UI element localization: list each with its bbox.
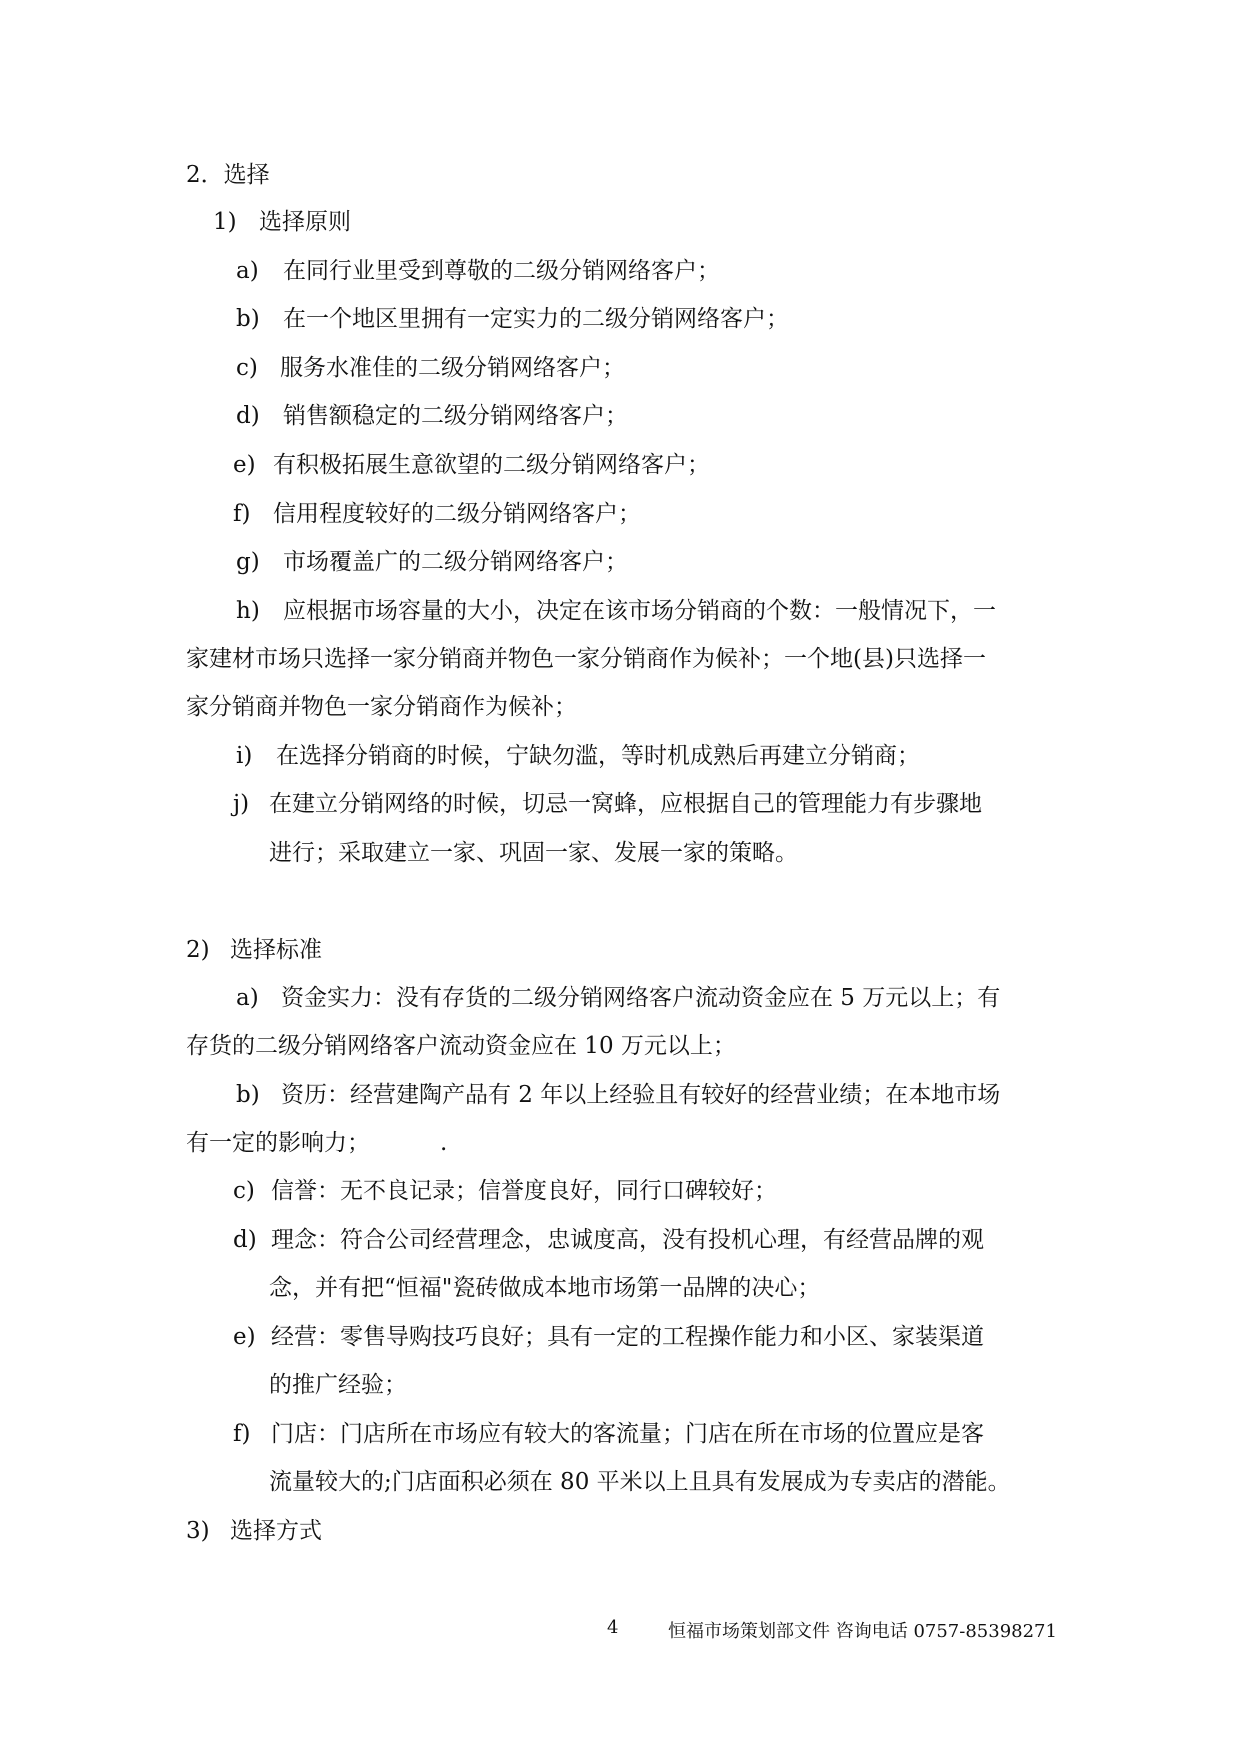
item-continuation: 进行；采取建立一家、巩固一家、发展一家的策略。	[269, 840, 798, 866]
item-marker: e)	[233, 1324, 256, 1350]
item-text: 资金实力：没有存货的二级分销网络客户流动资金应在 5 万元以上；有	[281, 985, 1001, 1011]
list-item	[233, 1421, 984, 1449]
list-item	[236, 743, 920, 771]
item-continuation: 家分销商并物色一家分销商作为候补；	[186, 694, 577, 720]
subsection-title: 选择标准	[230, 937, 322, 963]
item-continuation: 流量较大的;门店面积必须在 80 平米以上且具有发展成为专卖店的潜能。	[269, 1469, 1011, 1495]
item-text: 应根据市场容量的大小，决定在该市场分销商的个数：一般情况下，一	[283, 598, 996, 624]
section-heading	[186, 162, 270, 190]
item-marker: a)	[236, 258, 259, 284]
list-item	[233, 1178, 777, 1206]
item-marker: b)	[236, 306, 260, 332]
item-marker: c)	[236, 355, 258, 381]
item-marker: g)	[236, 549, 260, 575]
item-text: 信誉：无不良记录；信誉度良好，同行口碑较好；	[271, 1178, 777, 1204]
list-item	[233, 501, 641, 529]
section-number: 2．	[186, 162, 224, 188]
stray-dot: .	[440, 1130, 448, 1156]
item-text: 资历：经营建陶产品有 2 年以上经验且有较好的经营业绩；在本地市场	[281, 1082, 1001, 1108]
list-item	[236, 549, 628, 577]
list-item	[233, 452, 710, 480]
item-marker: a)	[236, 985, 259, 1011]
list-item	[236, 1082, 1000, 1110]
list-item	[233, 1324, 984, 1352]
item-text: 门店：门店所在市场应有较大的客流量；门店在所在市场的位置应是客	[271, 1421, 984, 1447]
item-text: 在建立分销网络的时候，切忌一窝蜂，应根据自己的管理能力有步骤地	[269, 791, 982, 817]
list-item	[236, 258, 720, 286]
item-marker: j)	[233, 791, 250, 817]
list-item	[236, 598, 996, 626]
item-text: 信用程度较好的二级分销网络客户；	[273, 501, 641, 527]
list-item	[236, 306, 789, 334]
subsection-marker: 2)	[186, 937, 210, 963]
item-marker: h)	[236, 598, 260, 624]
item-text: 市场覆盖广的二级分销网络客户；	[283, 549, 628, 575]
item-marker: f)	[233, 1421, 251, 1447]
item-continuation: 的推广经验；	[269, 1372, 407, 1398]
list-item	[236, 355, 625, 383]
list-item	[236, 985, 1000, 1013]
item-text: 经营：零售导购技巧良好；具有一定的工程操作能力和小区、家装渠道	[271, 1324, 984, 1350]
subsection-title: 选择方式	[230, 1518, 322, 1544]
item-text: 有积极拓展生意欲望的二级分销网络客户；	[273, 452, 710, 478]
footer-text: 恒福市场策划部文件 咨询电话 0757-85398271	[668, 1621, 1057, 1642]
item-marker: i)	[236, 743, 253, 769]
subsection-marker: 1)	[213, 209, 237, 235]
item-text: 在选择分销商的时候，宁缺勿滥，等时机成熟后再建立分销商；	[276, 743, 920, 769]
item-marker: e)	[233, 452, 256, 478]
item-marker: d)	[236, 403, 260, 429]
item-continuation	[186, 1130, 447, 1158]
subsection-marker: 3)	[186, 1518, 210, 1544]
item-marker: d)	[233, 1227, 257, 1253]
subsection-title: 选择原则	[259, 209, 351, 235]
item-continuation: 家建材市场只选择一家分销商并物色一家分销商作为候补；一个地(县)只选择一	[186, 646, 986, 672]
subsection-heading-standards	[186, 937, 322, 965]
item-marker: b)	[236, 1082, 260, 1108]
item-text: 服务水准佳的二级分销网络客户；	[280, 355, 625, 381]
item-text: 在一个地区里拥有一定实力的二级分销网络客户；	[283, 306, 789, 332]
item-continuation: 念，并有把“恒福"瓷砖做成本地市场第一品牌的决心；	[269, 1275, 821, 1301]
list-item	[233, 1227, 984, 1255]
item-continuation: 存货的二级分销网络客户流动资金应在 10 万元以上；	[186, 1033, 736, 1059]
section-title: 选择	[223, 162, 270, 188]
list-item	[233, 791, 982, 819]
item-marker: f)	[233, 501, 251, 527]
list-item	[236, 403, 628, 431]
item-text: 销售额稳定的二级分销网络客户；	[283, 403, 628, 429]
item-text: 在同行业里受到尊敬的二级分销网络客户；	[283, 258, 720, 284]
subsection-heading-method	[186, 1518, 322, 1546]
item-text: 理念：符合公司经营理念，忠诚度高，没有投机心理，有经营品牌的观	[271, 1227, 984, 1253]
subsection-heading-principles	[213, 209, 351, 237]
page-number: 4	[607, 1617, 619, 1638]
item-marker: c)	[233, 1178, 255, 1204]
item-continuation-text: 有一定的影响力；	[186, 1130, 370, 1156]
